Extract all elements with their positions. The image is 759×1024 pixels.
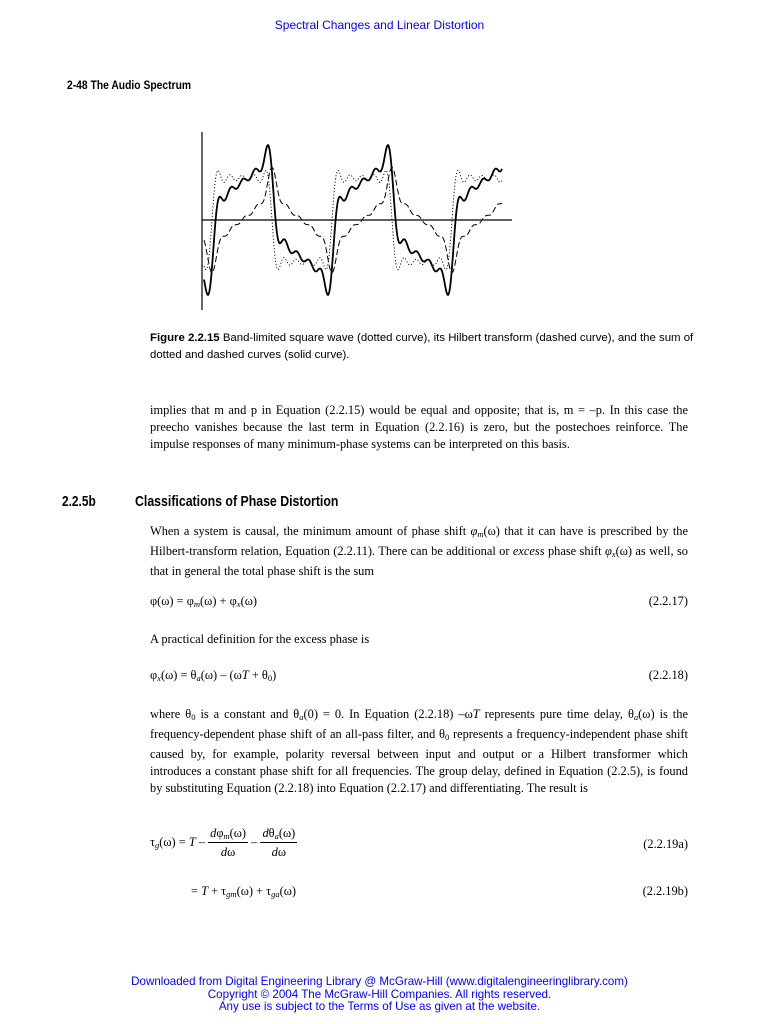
equation-2-2-19b: = $T + \tau_{gm}(\omega) + \tau_{ga}(\omega)$: [191, 884, 297, 899]
chapter-link[interactable]: Spectral Changes and Linear Distortion: [274, 18, 485, 32]
running-head: 2-48 The Audio Spectrum: [67, 78, 192, 92]
figure-label: Figure 2.2.15: [150, 332, 220, 344]
equation-number: (2.2.19b): [642, 884, 688, 898]
equation-number: (2.2.17): [648, 594, 688, 608]
equation-2-2-18: $\varphi_x(\omega) = \theta_a(\omega) - (\omega T + \theta_0)$: [150, 668, 277, 683]
footer-download-link: Downloaded from Digital Engineering Library @ McGraw-Hill (www.digitalengineeringlibrary.com): [131, 975, 628, 988]
equation-2-2-19a: $\tau_g(\omega) = T$ – $\frac{d\varphi_m(\omega)}{d\omega}$ – $\frac{d\theta_a(\omega)}{d\omega}$: [150, 826, 296, 859]
equation-number: (2.2.19a): [643, 837, 688, 851]
paragraph-1: implies that m and p in Equation (2.2.15) would be equal and opposite; that is, m = –p. In this case the preecho vanishes because the last term in Equation (2.2.16) is zero, but the postechoes reinforce. The impulse responses of many minimum-phase systems can be interpreted on this basis.: [150, 403, 688, 451]
figure-caption: [150, 330, 695, 364]
footer-terms: Any use is subject to the Terms of Use as given at the website.: [218, 1000, 541, 1014]
equation-2-2-17: $\varphi(\omega) = \varphi_m(\omega) + \varphi_x(\omega)$: [150, 594, 257, 609]
section-number: 2.2.5b: [62, 494, 96, 510]
paragraph-3: where $\theta_0$ is a constant and $\theta_a(0) = 0$. In Equation (2.2.18) –ωT represents pure time delay, $\theta_a(\omega)$ is the frequency-dependent phase shift of an all-pass filter, and $\theta_0$ represents a frequency-independent phase shift caused by, for example, polarity reversal between input and output or a Hilbert transformer which introduces a constant phase shift for all frequencies. The group delay, defined in Equation (2.2.5), is found by substituting Equation (2.2.18) into Equation (2.2.17) and differentiating. The result is: [150, 707, 688, 795]
equation-number: (2.2.18): [648, 668, 688, 682]
caption-text: Band-limited square wave (dotted curve), its Hilbert transform (dashed curve), and the sum of dotted and dashed curves (solid curve).: [150, 332, 694, 361]
paragraph-2: When a system is causal, the minimum amount of phase shift $\varphi_m(\omega)$ that it can have is prescribed by the Hilbert-transform relation, Equation (2.2.11). There can be additional or excess phase shift $\varphi_x(\omega)$ as well, so that in general the total phase shift is the sum: [150, 524, 688, 578]
excess-phase-intro: A practical definition for the excess phase is: [150, 632, 370, 646]
section-title: Classifications of Phase Distortion: [135, 494, 339, 510]
footer-copyright: Copyright © 2004 The McGraw-Hill Companies. All rights reserved.: [207, 987, 552, 1001]
waveform-figure: [190, 128, 520, 313]
footer[interactable]: [0, 976, 759, 1014]
